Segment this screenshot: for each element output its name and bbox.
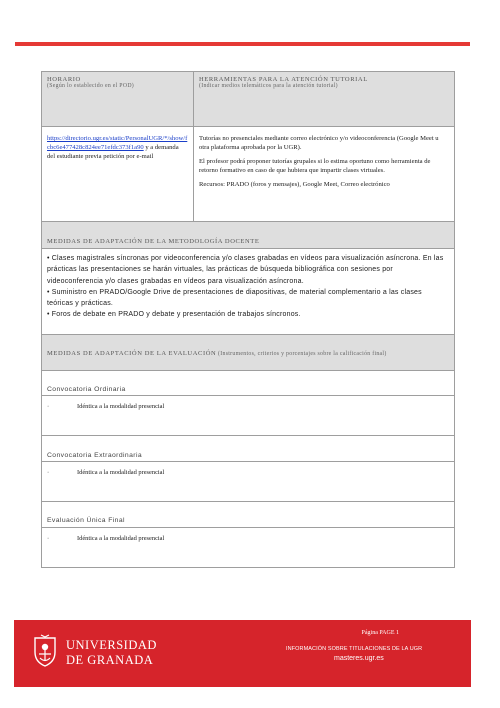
extraordinaria-item [47, 469, 449, 476]
evaluacion-subtitle: (Instrumentos, criterios y porcentajes sobre la calificación final) [216, 351, 387, 357]
unica-label-row [42, 502, 454, 528]
unica-item [47, 535, 449, 542]
herramientas-content [194, 127, 454, 221]
herramientas-subtitle: (Indicar medios telemáticos para la atención tutorial) [199, 83, 338, 89]
tutorias-content-row [42, 127, 454, 222]
unica-content [42, 528, 454, 567]
metodologia-item: • Foros de debate en PRADO y debate y presentación de trabajos síncronos. [47, 311, 301, 319]
footer-banner [14, 620, 471, 687]
ordinaria-text: Idéntica a la modalidad presencial [77, 403, 165, 410]
metodologia-header-row [42, 222, 454, 249]
ordinaria-item [47, 403, 449, 410]
university-name-line2: DE GRANADA [66, 653, 154, 667]
page-number: Página PAGE 1 [361, 630, 399, 636]
extraordinaria-text: Idéntica a la modalidad presencial [77, 469, 165, 476]
unica-text: Idéntica a la modalidad presencial [77, 535, 165, 542]
extraordinaria-label: Convocatoria Extraordinaria [47, 452, 143, 459]
metodologia-item: • Suministro en PRADO/Google Drive de presentaciones de diapositivas, de material complementario a las clases teóricas y prácticas. [47, 288, 422, 308]
herramientas-p2: El profesor podrá proponer tutorías grupales si lo estima oportuno como herramienta de retorno formativo en caso de que hubiera que impartir clases virtuales. [199, 158, 431, 174]
masteres-link[interactable]: masteres.ugr.es [334, 655, 384, 662]
extraordinaria-label-row [42, 436, 454, 462]
unica-label-cell [42, 502, 454, 527]
unica-content-row [42, 528, 454, 567]
bullet: · [47, 403, 50, 410]
info-titulaciones: INFORMACIÓN SOBRE TITULACIONES DE LA UGR [286, 646, 423, 652]
horario-subtitle: (Según lo establecido en el POD) [47, 83, 135, 89]
evaluacion-header [42, 335, 454, 370]
metodologia-content-row [42, 249, 454, 335]
evaluacion-title: MEDIDAS DE ADAPTACIÓN DE LA EVALUACIÓN [47, 350, 217, 357]
horario-text: y a demanda del estudiante previa petición por e-mail [47, 144, 179, 160]
metodologia-item: • Clases magistrales síncronas por videoconferencia y/o clases grabadas en vídeos para visualización asíncrona. En las prácticas las presentaciones se harán virtuales, las prácticas de búsqueda bibliográfica con sesiones por videoconferencia y/o clases grabadas en vídeos para visualización asíncrona. [47, 255, 444, 285]
metodologia-header [42, 222, 454, 248]
university-crest-icon [32, 634, 58, 668]
herramientas-p1: Tutorías no presenciales mediante correo electrónico y/o videoconferencia (Google Meet u otra plataforma aprobada por la UGR). [199, 135, 439, 151]
unica-label: Evaluación Única Final [47, 517, 125, 524]
ordinaria-label-cell [42, 371, 454, 395]
extraordinaria-content-row [42, 462, 454, 502]
horario-content [42, 127, 194, 221]
ordinaria-content-row [42, 396, 454, 436]
horario-title: HORARIO [47, 76, 81, 83]
bullet: · [47, 469, 50, 476]
extraordinaria-label-cell [42, 436, 454, 461]
extraordinaria-content [42, 462, 454, 501]
ordinaria-label: Convocatoria Ordinaria [47, 386, 126, 393]
bullet: · [47, 535, 50, 542]
adaptation-table [41, 71, 455, 568]
horario-header [42, 72, 194, 126]
university-name-line1: UNIVERSIDAD [66, 638, 157, 652]
herramientas-header [194, 72, 454, 126]
ordinaria-label-row [42, 371, 454, 396]
metodologia-title: MEDIDAS DE ADAPTACIÓN DE LA METODOLOGÍA DOCENTE [47, 238, 260, 245]
herramientas-p3: Recursos: PRADO (foros y mensajes), Google Meet, Correo electrónico [199, 181, 390, 188]
herramientas-title: HERRAMIENTAS PARA LA ATENCIÓN TUTORIAL [199, 76, 368, 83]
evaluacion-header-row [42, 335, 454, 371]
top-accent-rule [15, 42, 470, 46]
directorio-link[interactable]: https://directorio.ugr.es/static/PersonalUGR/*/show/fcbc6e477428c824ee71efdc373f1a90 [47, 135, 188, 151]
ordinaria-content [42, 396, 454, 435]
tutorias-header-row [42, 72, 454, 127]
metodologia-list [42, 249, 454, 334]
